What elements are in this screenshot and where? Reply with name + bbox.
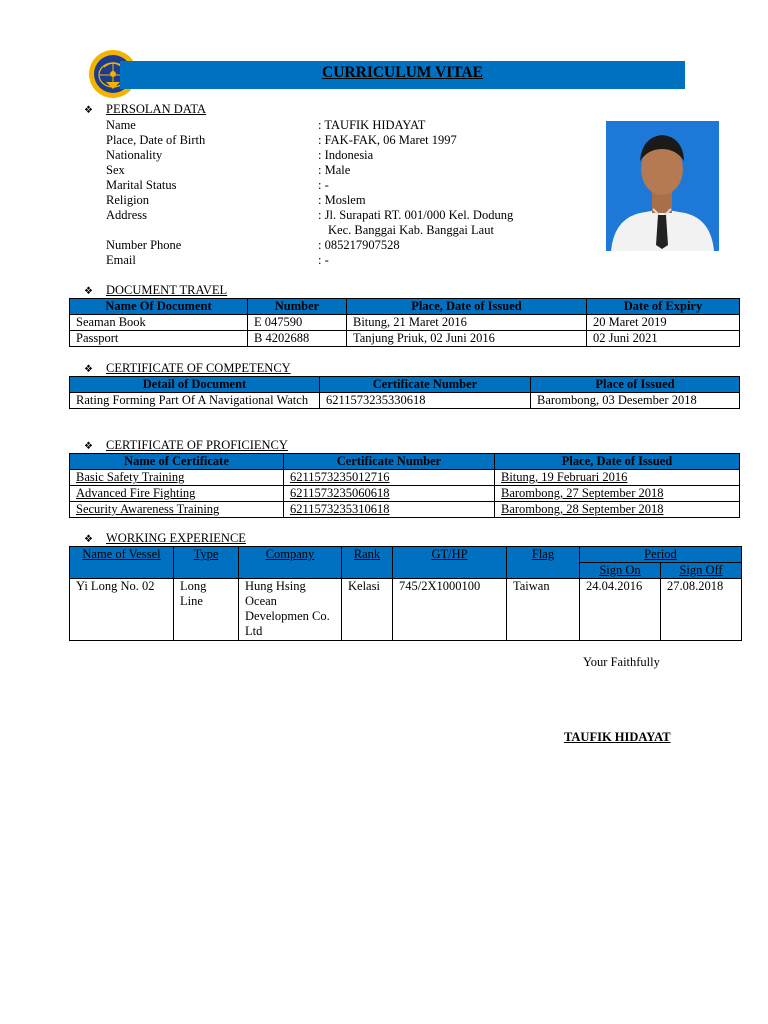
field-label: Place, Date of Birth — [106, 133, 206, 147]
table-cell: Bitung, 21 Maret 2016 — [347, 315, 587, 331]
diamond-bullet-icon: ❖ — [84, 286, 93, 297]
table-row — [70, 486, 740, 502]
table-header-row — [70, 454, 740, 470]
field-value-religion: : Moslem — [318, 193, 366, 207]
table-header: Name of Vessel — [70, 547, 174, 579]
closing-text: Your Faithfully — [583, 655, 660, 669]
field-label: Name — [106, 118, 136, 132]
table-cell: 745/2X1000100 — [393, 579, 507, 641]
diamond-bullet-icon: ❖ — [84, 441, 93, 452]
field-label: Religion — [106, 193, 150, 207]
table-row — [70, 393, 740, 409]
table-cell: B 4202688 — [248, 331, 347, 347]
field-label: Marital Status — [106, 178, 177, 192]
field-value-nationality: : Indonesia — [318, 148, 374, 162]
table-cell: 20 Maret 2019 — [587, 315, 740, 331]
diamond-bullet-icon: ❖ — [84, 534, 93, 545]
table-cell: Barombong, 27 September 2018 — [495, 486, 740, 502]
field-value-birth: : FAK-FAK, 06 Maret 1997 — [318, 133, 457, 147]
table-header: Flag — [507, 547, 580, 579]
table-cell: 6211573235310618 — [284, 502, 495, 518]
table-header: Date of Expiry — [587, 299, 740, 315]
field-label: Nationality — [106, 148, 163, 162]
table-header: Rank — [342, 547, 393, 579]
field-value-marital: : - — [318, 178, 329, 192]
table-cell: 6211573235060618 — [284, 486, 495, 502]
table-header: Place, Date of Issued — [495, 454, 740, 470]
table-header: Name of Certificate — [70, 454, 284, 470]
table-cell: E 047590 — [248, 315, 347, 331]
table-cell: Basic Safety Training — [70, 470, 284, 486]
section-competency-heading: ❖ CERTIFICATE OF COMPETENCY — [84, 361, 291, 375]
table-cell: Seaman Book — [70, 315, 248, 331]
field-value-address-line2: Kec. Banggai Kab. Banggai Laut — [328, 223, 494, 237]
table-row — [70, 331, 740, 347]
table-header: Place, Date of Issued — [347, 299, 587, 315]
table-cell: 6211573235330618 — [320, 393, 531, 409]
table-cell: 6211573235012716 — [284, 470, 495, 486]
field-value-sex: : Male — [318, 163, 351, 177]
table-header: Type — [174, 547, 239, 579]
table-cell: Barombong, 28 September 2018 — [495, 502, 740, 518]
table-header: Period — [580, 547, 742, 563]
table-header-row — [70, 299, 740, 315]
proficiency-table — [69, 453, 740, 518]
table-cell: 27.08.2018 — [661, 579, 742, 641]
table-header: Sign Off — [661, 563, 742, 579]
table-header: Certificate Number — [320, 377, 531, 393]
section-experience-heading: ❖ WORKING EXPERIENCE — [84, 531, 246, 545]
profile-photo — [606, 121, 719, 251]
page-title: CURRICULUM VITAE — [322, 64, 483, 81]
competency-table — [69, 376, 740, 409]
table-cell: Bitung, 19 Februari 2016 — [495, 470, 740, 486]
section-personal-heading: ❖ PERSOLAN DATA — [84, 102, 207, 116]
table-header: Sign On — [580, 563, 661, 579]
field-label: Address — [106, 208, 147, 222]
table-cell: Long Line — [174, 579, 239, 641]
table-cell: Taiwan — [507, 579, 580, 641]
table-cell: Hung Hsing Ocean Developmen Co. Ltd — [239, 579, 342, 641]
field-value-address: : Jl. Surapati RT. 001/000 Kel. Dodung — [318, 208, 514, 222]
table-cell: Tanjung Priuk, 02 Juni 2016 — [347, 331, 587, 347]
table-cell: 02 Juni 2021 — [587, 331, 740, 347]
table-row — [70, 315, 740, 331]
experience-table — [69, 546, 742, 641]
table-row — [70, 502, 740, 518]
field-label: Sex — [106, 163, 125, 177]
title-banner — [120, 61, 685, 89]
table-cell: Yi Long No. 02 — [70, 579, 174, 641]
field-value-phone: : 085217907528 — [318, 238, 400, 252]
table-row — [70, 470, 740, 486]
table-cell: Barombong, 03 Desember 2018 — [531, 393, 740, 409]
field-label: Email — [106, 253, 136, 267]
table-cell: Rating Forming Part Of A Navigational Watch — [70, 393, 320, 409]
field-value-email: : - — [318, 253, 329, 267]
table-header: GT/HP — [393, 547, 507, 579]
table-row — [70, 579, 742, 641]
table-header: Name Of Document — [70, 299, 248, 315]
table-cell: Security Awareness Training — [70, 502, 284, 518]
table-header: Certificate Number — [284, 454, 495, 470]
table-cell: Advanced Fire Fighting — [70, 486, 284, 502]
table-header-row — [70, 377, 740, 393]
diamond-bullet-icon: ❖ — [84, 364, 93, 375]
table-header: Company — [239, 547, 342, 579]
table-header-row — [70, 547, 742, 563]
field-label: Number Phone — [106, 238, 182, 252]
table-header: Place of Issued — [531, 377, 740, 393]
section-proficiency-heading: ❖ CERTIFICATE OF PROFICIENCY — [84, 438, 288, 452]
table-cell: 24.04.2016 — [580, 579, 661, 641]
table-header: Number — [248, 299, 347, 315]
diamond-bullet-icon: ❖ — [84, 105, 93, 116]
table-header: Detail of Document — [70, 377, 320, 393]
table-cell: Kelasi — [342, 579, 393, 641]
section-document-heading: ❖ DOCUMENT TRAVEL — [84, 283, 228, 297]
field-value-name: : TAUFIK HIDAYAT — [318, 118, 426, 132]
table-cell: Passport — [70, 331, 248, 347]
document-travel-table — [69, 298, 740, 347]
signature-name: TAUFIK HIDAYAT — [564, 730, 671, 744]
